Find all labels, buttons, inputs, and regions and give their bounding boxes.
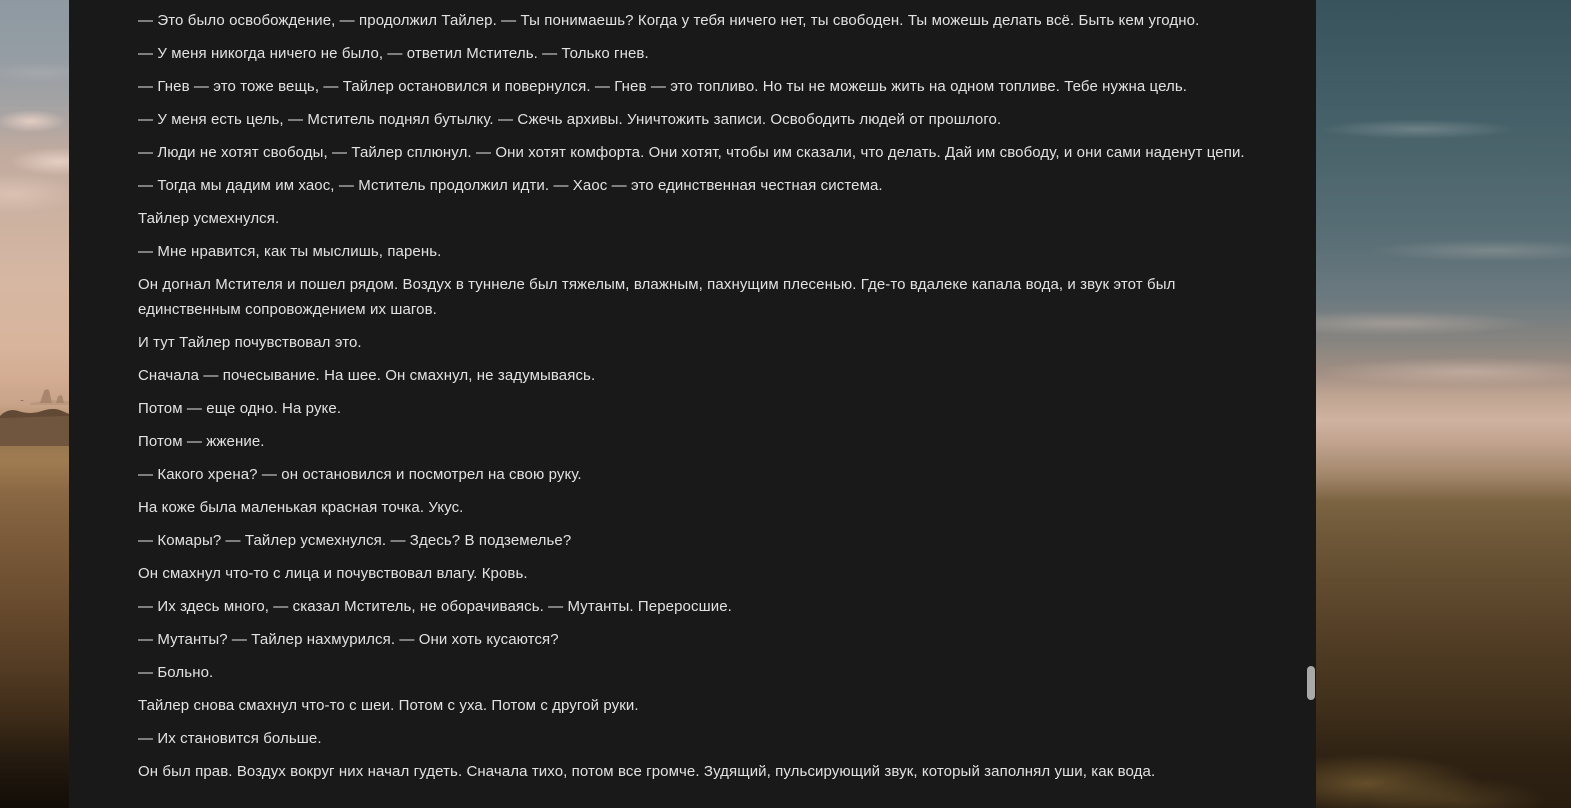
story-paragraph: Он смахнул что-то с лица и почувствовал влагу. Кровь. (138, 565, 528, 582)
story-paragraph: — У меня никогда ничего не было, — ответил Мститель. — Только гнев. (138, 45, 649, 62)
story-paragraph: — Мутанты? — Тайлер нахмурился. — Они хоть кусаются? (138, 631, 559, 648)
background-right-landscape (1316, 0, 1571, 808)
story-paragraph: — Их становится больше. (138, 730, 322, 747)
background-left-landscape (0, 0, 69, 808)
story-paragraph: — У меня есть цель, — Мститель поднял бутылку. — Сжечь архивы. Уничтожить записи. Освободить людей от прошлого. (138, 111, 1002, 128)
story-paragraph: И тут Тайлер почувствовал это. (138, 334, 362, 351)
story-paragraph: Потом — жжение. (138, 433, 265, 450)
mesa-hill-illustration (0, 376, 69, 446)
story-paragraph: — Больно. (138, 664, 214, 681)
story-paragraph: — Люди не хотят свободы, — Тайлер сплюнул. — Они хотят комфорта. Они хотят, чтобы им сказали, что делать. Дай им свободу, и они сами наденут цепи. (138, 144, 1245, 161)
story-paragraph: Потом — еще одно. На руке. (138, 400, 342, 417)
story-text-panel[interactable] (69, 0, 1316, 808)
scrollbar-thumb[interactable] (1307, 666, 1315, 700)
story-paragraph: Сначала — почесывание. На шее. Он смахнул, не задумываясь. (138, 367, 596, 384)
story-paragraph: — Гнев — это тоже вещь, — Тайлер остановился и повернулся. — Гнев — это топливо. Но ты не можешь жить на одном топливе. Тебе нужна цель. (138, 78, 1188, 95)
story-paragraph: — Это было освобождение, — продолжил Тайлер. — Ты понимаешь? Когда у тебя ничего нет, ты свободен. Ты можешь делать всё. Быть кем угодно. (138, 12, 1200, 29)
story-paragraph: Он догнал Мстителя и пошел рядом. Воздух в туннеле был тяжелым, влажным, пахнущим плесенью. Где-то вдалеке капала вода, и звук этот был единственным сопровождением их шагов. (138, 276, 1176, 318)
story-paragraph: — Их здесь много, — сказал Мститель, не оборачиваясь. — Мутанты. Переросшие. (138, 598, 732, 615)
story-paragraph: — Тогда мы дадим им хаос, — Мститель продолжил идти. — Хаос — это единственная честная система. (138, 177, 883, 194)
story-paragraph: Тайлер усмехнулся. (138, 210, 280, 227)
story-paragraph: — Комары? — Тайлер усмехнулся. — Здесь? В подземелье? (138, 532, 572, 549)
story-paragraph: — Какого хрена? — он остановился и посмотрел на свою руку. (138, 466, 582, 483)
story-paragraph: — Мне нравится, как ты мыслишь, парень. (138, 243, 442, 260)
story-paragraph: Тайлер снова смахнул что-то с шеи. Потом с уха. Потом с другой руки. (138, 697, 639, 714)
story-paragraph: На коже была маленькая красная точка. Укус. (138, 499, 464, 516)
story-paragraph-list (138, 8, 1262, 784)
story-paragraph: Он был прав. Воздух вокруг них начал гудеть. Сначала тихо, потом все громче. Зудящий, пульсирующий звук, который заполнял уши, как вода. (138, 763, 1156, 780)
